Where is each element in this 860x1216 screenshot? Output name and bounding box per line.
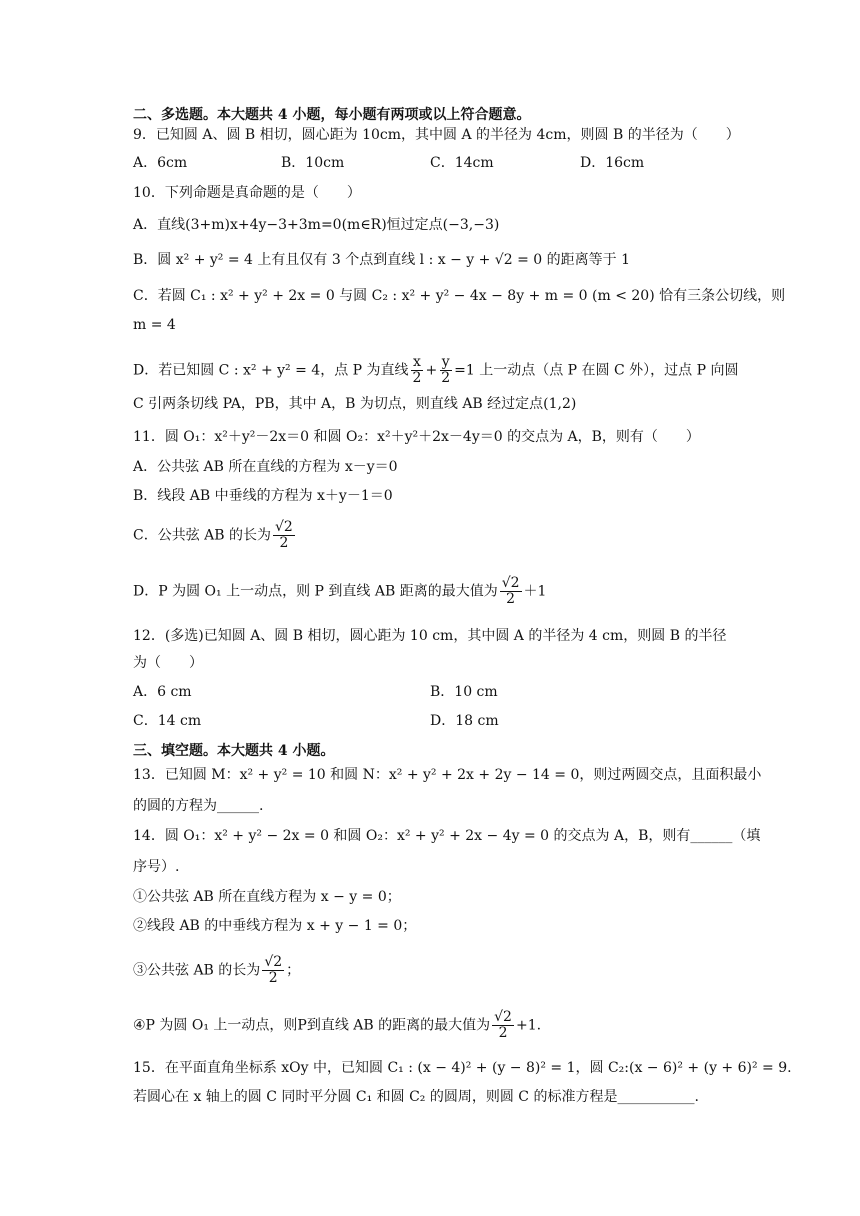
q12-option-a: A．6 cm (133, 684, 192, 700)
q10-option-d-line1: D．若已知圆 C : x² + y² = 4，点 P 为直线 $\frac{x}{2}$ + $\frac{y}{2}$ =1 上一动点（点 P 在圆 C 外），过点 P 向圆 (133, 354, 739, 386)
q10-option-c-line1: C．若圆 C₁ : x² + y² + 2x = 0 与圆 C₂ : x² + y² − 4x − 8y + m = 0 (m < 20) 恰有三条公切线，则 (133, 288, 786, 304)
q11-option-a: A．公共弦 AB 所在直线的方程为 x－y＝0 (133, 459, 398, 475)
q12-option-c: C．14 cm (133, 713, 202, 729)
q10-d-text-pre: D．若已知圆 C : x² + y² = 4，点 P 为直线 (133, 362, 409, 379)
q10-option-d-line2: C 引两条切线 PA，PB，其中 A，B 为切点，则直线 AB 经过定点(1,2) (133, 396, 577, 412)
fraction-sqrt2-over-2: $\frac{√2}{2}$ (501, 575, 520, 607)
q9-option-a: A．6cm (133, 155, 188, 171)
fraction-x-over-2: $\frac{x}{2}$ (412, 354, 422, 386)
fraction-sqrt2-over-2: $\frac{√2}{2}$ (494, 1009, 512, 1041)
q14-statement-1: ①公共弦 AB 所在直线方程为 x − y = 0； (133, 889, 401, 905)
question-9-stem: 9．已知圆 A、圆 B 相切，圆心距为 10cm，其中圆 A 的半径为 4cm，则圆 B 的半径为（ ） (133, 127, 740, 143)
q9-option-c: C．14cm (430, 155, 494, 171)
q10-option-a: A．直线(3+m)x+4y−3+3m=0(m∈R)恒过定点(−3,−3) (133, 217, 500, 233)
question-10-stem: 10．下列命题是真命题的是（ ） (133, 185, 361, 201)
question-12-stem-line2: 为（ ） (133, 655, 203, 671)
q11-option-b: B．线段 AB 中垂线的方程为 x＋y－1＝0 (133, 488, 393, 504)
question-13-line1: 13．已知圆 M：x² + y² = 10 和圆 N：x² + y² + 2x + 2y − 14 = 0，则过两圆交点，且面积最小 (133, 767, 762, 783)
section-3-heading: 三、填空题。本大题共 4 小题。 (133, 743, 335, 759)
q10-option-c-line2: m = 4 (133, 317, 176, 333)
question-14-line2: 序号）. (133, 859, 180, 875)
question-15-line1: 15．在平面直角坐标系 xOy 中，已知圆 C₁ : (x − 4)² + (y − 8)² = 1，圆 C₂:(x − 6)² + (y + 6)² = 9. (133, 1060, 792, 1076)
q12-option-b: B．10 cm (430, 684, 498, 700)
q14-statement-2: ②线段 AB 的中垂线方程为 x + y − 1 = 0； (133, 918, 417, 934)
question-15-line2: 若圆心在 x 轴上的圆 C 同时平分圆 C₁ 和圆 C₂ 的圆周，则圆 C 的标准方程是___________. (133, 1089, 699, 1105)
q14-statement-4: ④P 为圆 O₁ 上一动点，则P到直线 AB 的距离的最大值为 $\frac{√2}{2}$ +1. (133, 1009, 542, 1041)
fraction-sqrt2-over-2: $\frac{√2}{2}$ (264, 954, 283, 986)
fraction-sqrt2-over-2: $\frac{√2}{2}$ (275, 519, 293, 551)
question-14-line1: 14．圆 O₁：x² + y² − 2x = 0 和圆 O₂：x² + y² + 2x − 4y = 0 的交点为 A，B，则有______（填 (133, 828, 761, 844)
q10-option-b: B．圆 x² + y² = 4 上有且仅有 3 个点到直线 l : x − y + √2 = 0 的距离等于 1 (133, 252, 630, 268)
question-13-line2: 的圆的方程为______. (133, 798, 264, 814)
q11-option-d: D．P 为圆 O₁ 上一动点，则 P 到直线 AB 距离的最大值为 $\frac{√2}{2}$ ＋1 (133, 575, 547, 607)
q10-d-text-post: =1 上一动点（点 P 在圆 C 外），过点 P 向圆 (454, 362, 739, 379)
q9-option-b: B．10cm (281, 155, 345, 171)
q9-option-d: D．16cm (580, 155, 645, 171)
fraction-y-over-2: $\frac{y}{2}$ (441, 354, 451, 386)
q14-statement-3: ③公共弦 AB 的长为 $\frac{√2}{2}$ ； (133, 954, 301, 986)
q12-option-d: D．18 cm (430, 713, 499, 729)
question-11-stem: 11．圆 O₁：x²＋y²－2x＝0 和圆 O₂：x²＋y²＋2x－4y＝0 的交点为 A，B，则有（ ） (133, 429, 700, 445)
question-12-stem-line1: 12．(多选)已知圆 A、圆 B 相切，圆心距为 10 cm，其中圆 A 的半径为 4 cm，则圆 B 的半径 (133, 628, 727, 644)
section-2-heading: 二、多选题。本大题共 4 小题，每小题有两项或以上符合题意。 (133, 107, 531, 123)
q11-option-c: C．公共弦 AB 的长为 $\frac{√2}{2}$ (133, 519, 293, 551)
